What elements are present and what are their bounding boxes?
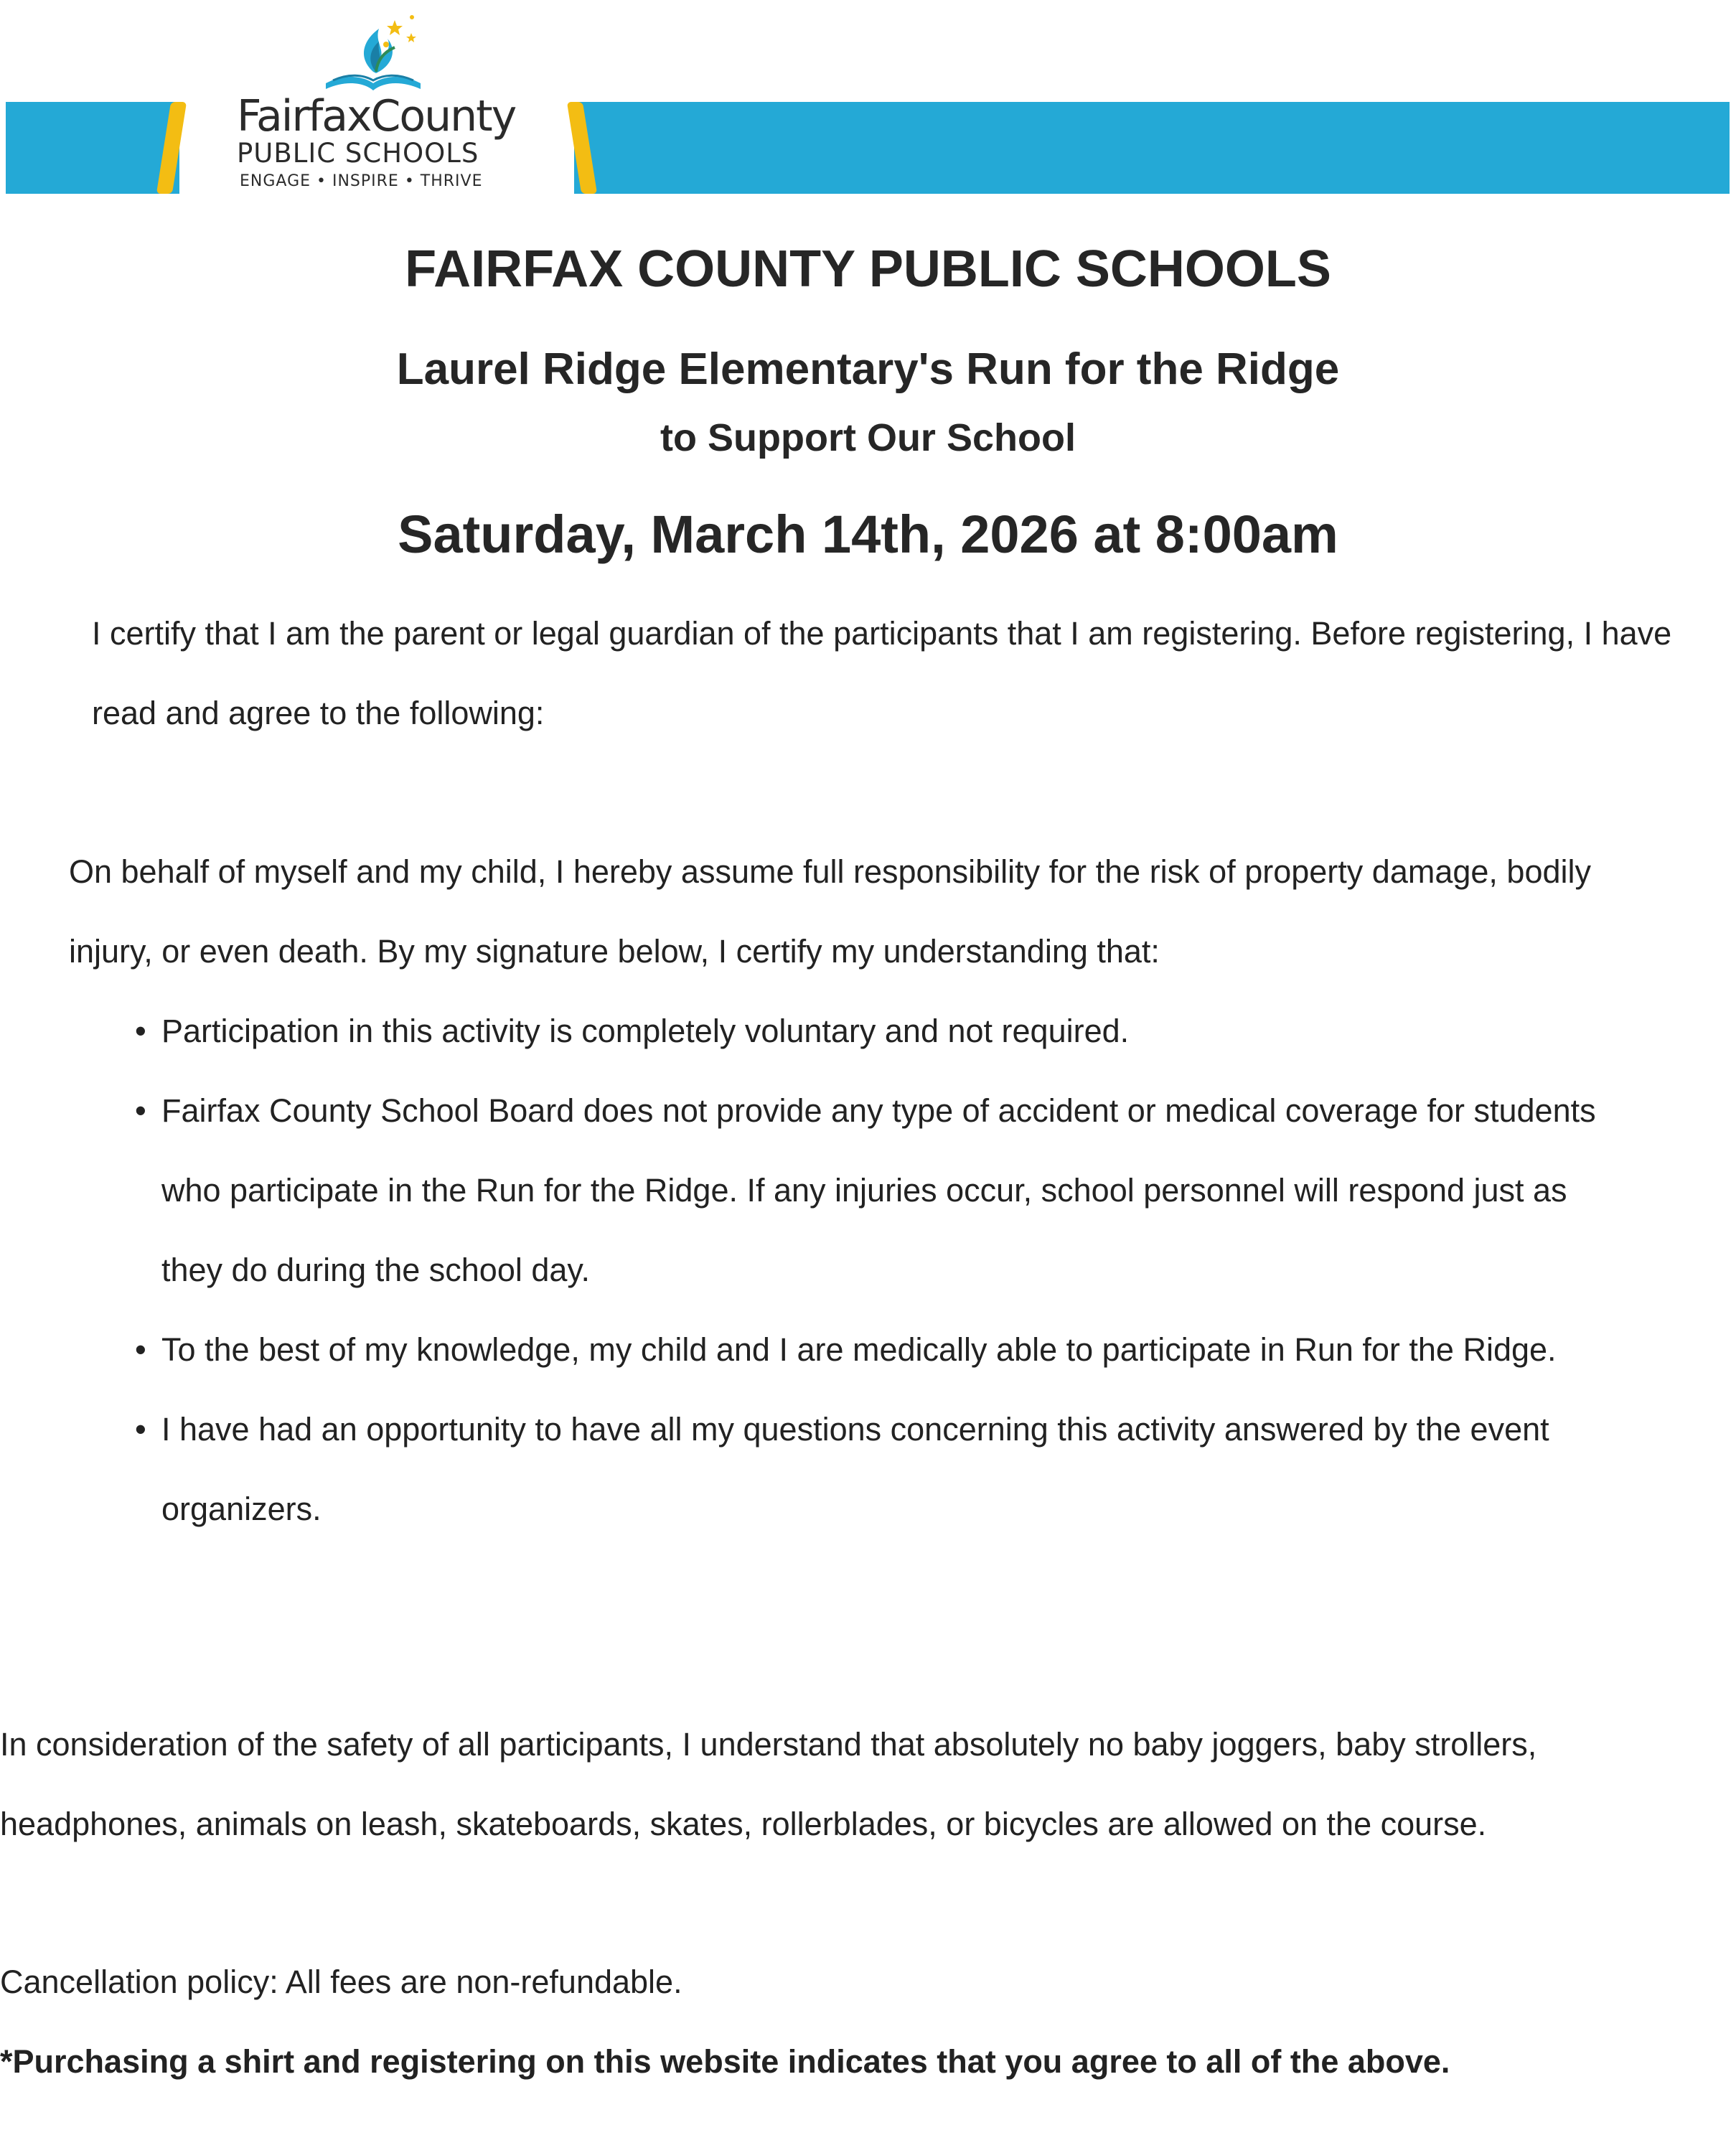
list-item xyxy=(135,1389,1613,1549)
event-subtitle: to Support Our School xyxy=(660,416,1076,459)
event-title: Laurel Ridge Elementary's Run for the Ridge xyxy=(396,344,1340,394)
logo-tagline: ENGAGE • INSPIRE • THRIVE xyxy=(240,172,483,190)
understanding-list xyxy=(135,991,1613,1549)
logo-wordmark xyxy=(237,93,538,192)
logo-name: FairfaxCounty xyxy=(237,91,516,141)
banner-band-left xyxy=(6,102,179,194)
list-item-text: To the best of my knowledge, my child and I are medically able to participate in Run for the Ridge. xyxy=(161,1331,1557,1368)
list-item xyxy=(135,991,1613,1071)
open-book-flame-icon xyxy=(316,13,431,98)
bullet-icon: • xyxy=(135,1013,146,1049)
bullet-icon: • xyxy=(135,1331,146,1368)
list-item-text: I have had an opportunity to have all my questions concerning this activity answered by the event organizers. xyxy=(161,1411,1549,1527)
organization-title: FAIRFAX COUNTY PUBLIC SCHOOLS xyxy=(405,240,1331,298)
bullet-icon: • xyxy=(135,1411,146,1448)
cancellation-policy: Cancellation policy: All fees are non-refundable. xyxy=(0,1964,682,2000)
list-item xyxy=(135,1071,1613,1310)
banner-band-right xyxy=(574,102,1730,194)
bullet-icon: • xyxy=(135,1092,146,1129)
safety-paragraph: In consideration of the safety of all participants, I understand that absolutely no baby joggers, baby strollers, headphones, animals on leash, skateboards, skates, rollerblades, or bicycles are allowed on the course. xyxy=(0,1726,1537,1842)
list-item-text: Fairfax County School Board does not provide any type of accident or medical coverage for students who participate in the Run for the Ridge. If any injuries occur, school personnel will respond just as they do during the school day. xyxy=(161,1092,1596,1288)
assume-risk-paragraph: On behalf of myself and my child, I hereby assume full responsibility for the risk of property damage, bodily injury, or even death. By my signature below, I certify my understanding that: xyxy=(69,853,1591,970)
list-item xyxy=(135,1310,1613,1389)
logo-subtitle: PUBLIC SCHOOLS xyxy=(237,138,479,169)
agreement-notice: *Purchasing a shirt and registering on this website indicates that you agree to all of the above. xyxy=(0,2043,1450,2080)
certify-paragraph: I certify that I am the parent or legal guardian of the participants that I am registering. Before registering, I have read and agree to the following: xyxy=(92,615,1672,731)
header-banner xyxy=(0,0,1736,208)
list-item-text: Participation in this activity is completely voluntary and not required. xyxy=(161,1013,1130,1049)
event-date: Saturday, March 14th, 2026 at 8:00am xyxy=(398,505,1338,564)
